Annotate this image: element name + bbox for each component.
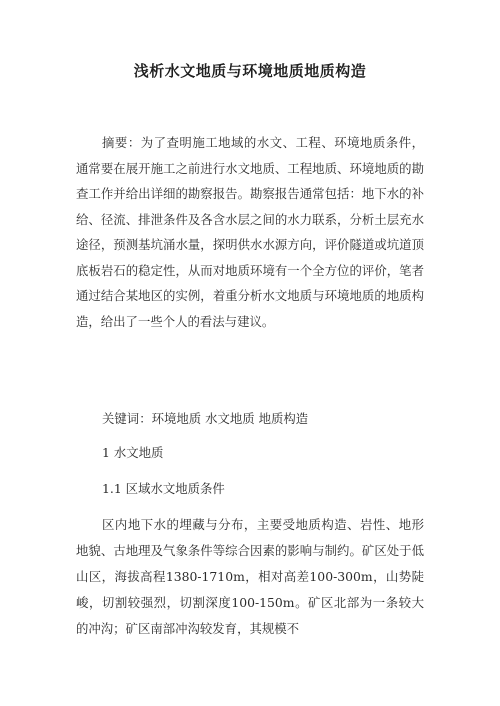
keywords-line: 关键词：环境地质 水文地质 地质构造 <box>102 411 309 426</box>
section-heading-1-1: 1.1 区域水文地质条件 <box>102 481 225 496</box>
section-1-1-body-paragraph: 区内地下水的埋藏与分布，主要受地质构造、岩性、地形地貌、古地理及气象条件等综合因素的影响与制约。矿区处于低山区，海拔高程1380-1710m，相对高差100-300m，山势陡峻，切割较强烈，切割深度100-150m。矿区北部为一条较大的冲沟；矿区南部冲沟较发育，其规模不 <box>76 517 424 636</box>
document-title: 浅析水文地质与环境地质地质构造 <box>133 62 367 80</box>
abstract-paragraph: 摘要：为了查明施工地域的水文、工程、环境地质条件，通常要在展开施工之前进行水文地质、工程地质、环境地质的勘查工作并给出详细的勘察报告。勘察报告通常包括：地下水的补给、径流、排泄条件及各含水层之间的水力联系，分析土层充水途径，预测基坑涌水量，探明供水水源方向，评价隧道或坑道顶底板岩石的稳定性，从而对地质环境有一个全方位的评价，笔者通过结合某地区的实例，着重分析水文地质与环境地质的地质构造，给出了一些个人的看法与建议。 <box>76 135 424 329</box>
section-heading-1: 1 水文地质 <box>102 445 164 460</box>
